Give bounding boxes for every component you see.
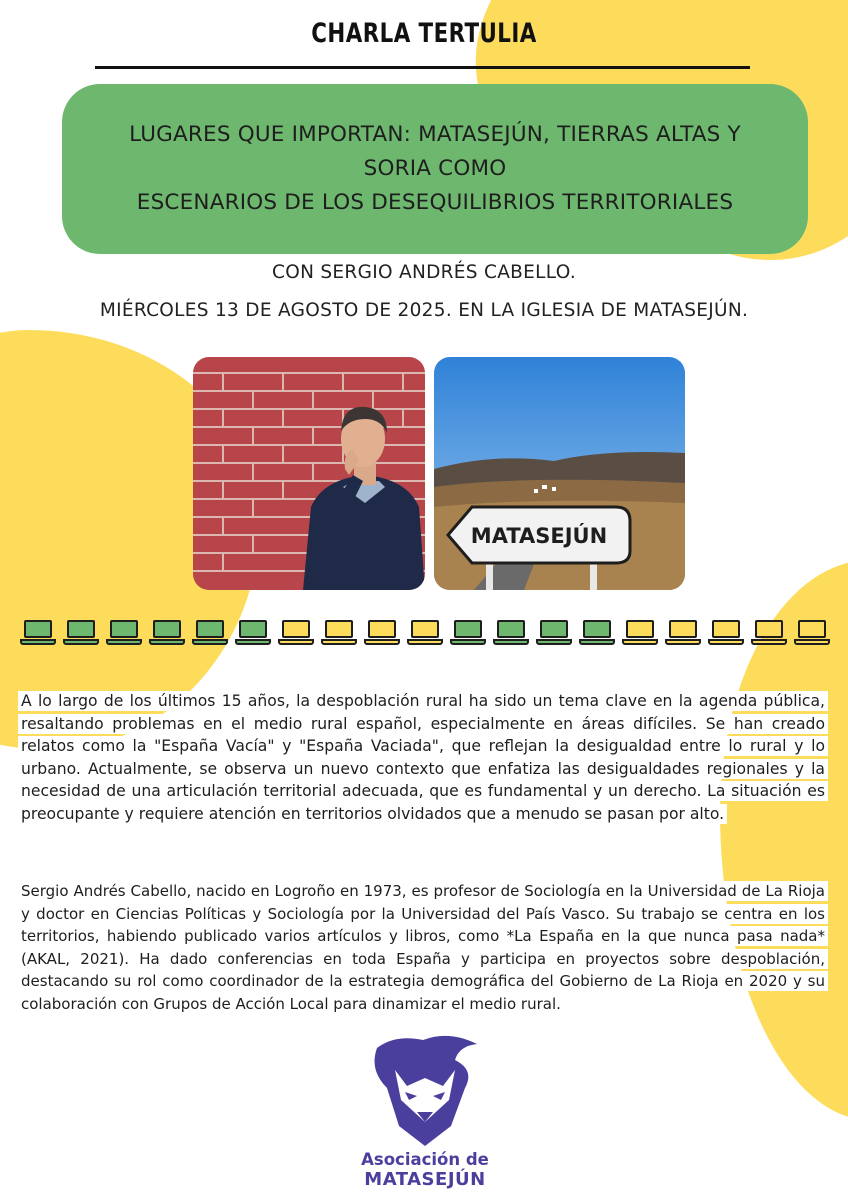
- page-title: CHARLA TERTULIA: [311, 18, 537, 49]
- laptop-icon: [106, 620, 142, 646]
- laptop-base: [708, 639, 744, 645]
- laptop-screen: [368, 620, 396, 638]
- laptop-screen: [583, 620, 611, 638]
- laptop-base: [579, 639, 615, 645]
- laptop-base: [63, 639, 99, 645]
- laptop-screen: [411, 620, 439, 638]
- logo-text-line-2: MATASEJÚN: [364, 1169, 486, 1190]
- laptop-screen: [540, 620, 568, 638]
- talk-title-line-3: ESCENARIOS DE LOS DESEQUILIBRIOS TERRITORIALES: [136, 190, 734, 215]
- laptop-base: [149, 639, 185, 645]
- laptop-base: [493, 639, 529, 645]
- sign-text: MATASEJÚN: [470, 524, 608, 548]
- bio-paragraph-text: Sergio Andrés Cabello, nacido en Logroño en 1973, es profesor de Sociología en la Universidad de La Rioja y doctor en Ciencias Políticas y Sociología por la Universidad del País Vasco. Su trabajo se centra en los territorios, habiendo publicado varios artículos y libros, como *La España en la que nunca pasa nada* (AKAL, 2021). Ha dado conferencias en toda España y participa en proyectos sobre despoblación, destacando su rol como coordinador de la estrategia demográfica del Gobierno de La Rioja en 2020 y su colaboración con Grupos de Acción Local para dinamizar el medio rural.: [18, 881, 828, 1014]
- laptop-icon: [493, 620, 529, 646]
- laptop-icon: [536, 620, 572, 646]
- laptop-screen: [798, 620, 826, 638]
- intro-paragraph-text: A lo largo de los últimos 15 años, la despoblación rural ha sido un tema clave en la agenda pública, resaltando problemas en el medio rural español, especialmente en áreas difíciles. Se han creado relatos como la "España Vacía" y "España Vaciada", que reflejan la desigualdad entre lo rural y lo urbano. Actualmente, se observa un nuevo contexto que enfatiza las desigualdades regionales y la necesidad de una articulación territorial adecuada, que es fundamental y un derecho. La situación es preocupante y requiere atención en territorios olvidados que a menudo se pasan por alto.: [18, 691, 828, 824]
- logo-text-line-1: Asociación de: [361, 1150, 489, 1169]
- laptop-icon: [235, 620, 271, 646]
- laptop-base: [751, 639, 787, 645]
- fox-icon: [365, 1030, 485, 1148]
- laptop-icon: [192, 620, 228, 646]
- laptop-icon: [622, 620, 658, 646]
- laptop-screen: [110, 620, 138, 638]
- laptop-screen: [626, 620, 654, 638]
- laptop-screen: [24, 620, 52, 638]
- laptop-icon: [579, 620, 615, 646]
- laptop-icon: [63, 620, 99, 646]
- laptop-screen: [712, 620, 740, 638]
- laptop-screen: [67, 620, 95, 638]
- laptop-base: [665, 639, 701, 645]
- bio-paragraph: [18, 880, 828, 1016]
- laptop-screen: [669, 620, 697, 638]
- laptop-screen: [196, 620, 224, 638]
- association-logo: [355, 1030, 495, 1190]
- laptop-icon: [794, 620, 830, 646]
- talk-title-box: [62, 84, 808, 254]
- intro-paragraph: [18, 690, 828, 826]
- talk-title-line-1: LUGARES QUE IMPORTAN: MATASEJÚN, TIERRAS ALTAS Y: [129, 122, 741, 147]
- laptop-icon: [708, 620, 744, 646]
- talk-title-line-2: SORIA COMO: [363, 156, 507, 181]
- laptop-icon: [450, 620, 486, 646]
- laptop-base: [407, 639, 443, 645]
- laptop-base: [622, 639, 658, 645]
- laptop-screen: [325, 620, 353, 638]
- laptop-screen: [454, 620, 482, 638]
- laptop-base: [278, 639, 314, 645]
- speaker-photo: [193, 357, 425, 590]
- guest-line: CON SERGIO ANDRÉS CABELLO.: [271, 262, 577, 283]
- laptop-icon: [321, 620, 357, 646]
- laptop-screen: [755, 620, 783, 638]
- laptop-screen: [239, 620, 267, 638]
- laptop-icon: [20, 620, 56, 646]
- laptop-icon: [665, 620, 701, 646]
- laptop-base: [794, 639, 830, 645]
- laptop-base: [364, 639, 400, 645]
- laptop-base: [106, 639, 142, 645]
- laptop-screen: [497, 620, 525, 638]
- laptop-base: [321, 639, 357, 645]
- laptop-icon-row: [20, 620, 840, 650]
- laptop-base: [536, 639, 572, 645]
- laptop-screen: [282, 620, 310, 638]
- laptop-base: [192, 639, 228, 645]
- laptop-icon: [278, 620, 314, 646]
- laptop-screen: [153, 620, 181, 638]
- date-location-line: MIÉRCOLES 13 DE AGOSTO DE 2025. EN LA IGLESIA DE MATASEJÚN.: [99, 300, 749, 321]
- laptop-base: [450, 639, 486, 645]
- laptop-icon: [364, 620, 400, 646]
- village-sign-photo: [434, 357, 685, 590]
- laptop-icon: [149, 620, 185, 646]
- laptop-base: [20, 639, 56, 645]
- laptop-base: [235, 639, 271, 645]
- laptop-icon: [751, 620, 787, 646]
- laptop-icon: [407, 620, 443, 646]
- title-divider: [95, 66, 750, 69]
